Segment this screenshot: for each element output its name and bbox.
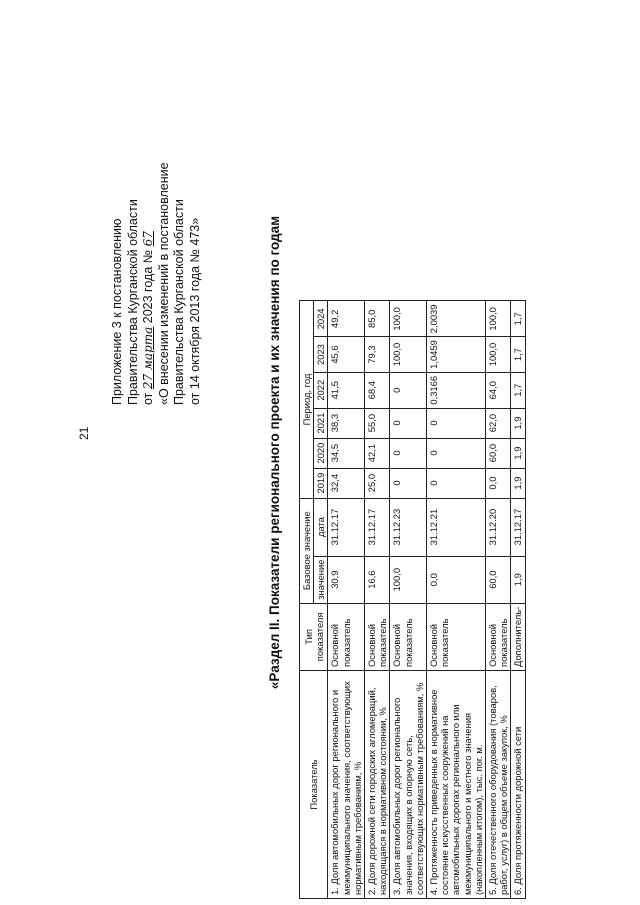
- value-cell: 25,0: [365, 468, 390, 498]
- value-cell: 0,0: [486, 468, 511, 498]
- base-date-cell: 31.12.21: [427, 498, 486, 556]
- appendix-line-5: Правительства Курганской области: [172, 199, 186, 405]
- value-cell: 41,5: [328, 372, 365, 408]
- value-cell: 0: [427, 468, 486, 498]
- value-cell: 2,0039: [427, 301, 486, 337]
- value-cell: 45,6: [328, 337, 365, 373]
- base-value-cell: 60,0: [486, 556, 511, 603]
- value-cell: 49,2: [328, 301, 365, 337]
- header-year: 2021: [314, 408, 328, 438]
- handwritten-number: 67: [141, 231, 155, 247]
- indicator-cell: 5. Доля отечественного оборудования (товаров, работ, услуг) в общем объеме закупок, %: [486, 671, 511, 899]
- page-number: 21: [77, 426, 91, 440]
- value-cell: 100,0: [486, 337, 511, 373]
- value-cell: 79,3: [365, 337, 390, 373]
- header-year: 2019: [314, 468, 328, 498]
- value-cell: 55,0: [365, 408, 390, 438]
- indicators-table: [299, 301, 526, 900]
- type-cell: Дополнитель-: [511, 603, 525, 670]
- type-cell: Основной показатель: [328, 603, 365, 670]
- type-cell: Основной показатель: [390, 603, 427, 670]
- header-year: 2020: [314, 438, 328, 468]
- value-cell: 0: [427, 438, 486, 468]
- indicator-cell: 6. Доля протяженности дорожной сети: [511, 671, 525, 899]
- table-row: [390, 301, 427, 899]
- value-cell: 0: [427, 408, 486, 438]
- value-cell: 0,3166: [427, 372, 486, 408]
- table-row: [427, 301, 486, 899]
- appendix-block: [110, 162, 203, 405]
- type-cell: Основной показатель: [365, 603, 390, 670]
- value-cell: 0: [390, 372, 427, 408]
- header-indicator: Показатель: [300, 671, 328, 899]
- header-period: Период, год: [300, 301, 314, 498]
- value-cell: 34,5: [328, 438, 365, 468]
- type-cell: Основной показатель: [427, 603, 486, 670]
- appendix-line-4: «О внесении изменений в постановление: [156, 162, 171, 405]
- value-cell: 60,0: [486, 438, 511, 468]
- value-cell: 100,0: [390, 301, 427, 337]
- value-cell: 1,9: [511, 438, 525, 468]
- value-cell: 38,3: [328, 408, 365, 438]
- value-cell: 1,7: [511, 337, 525, 373]
- base-value-cell: 1,9: [511, 556, 525, 603]
- header-type: Тип показателя: [300, 603, 328, 670]
- header-year: 2023: [314, 337, 328, 373]
- value-cell: 85,0: [365, 301, 390, 337]
- value-cell: 0: [390, 438, 427, 468]
- header-year: 2024: [314, 301, 328, 337]
- header-base-date: дата: [314, 498, 328, 556]
- value-cell: 1,7: [511, 372, 525, 408]
- indicator-cell: 2. Доля дорожной сети городских агломераций, находящаяся в нормативном состоянии, %: [365, 671, 390, 899]
- base-value-cell: 0,0: [427, 556, 486, 603]
- table-row: [511, 301, 525, 899]
- indicator-cell: 4. Протяженность приведенных в нормативное состояние искусственных сооружений на автомобильных дорогах регионального или межмуниципального и местного значения (накопленным итогом), тыс. пог. м.: [427, 671, 486, 899]
- base-value-cell: 16,6: [365, 556, 390, 603]
- table-row: [365, 301, 390, 899]
- appendix-line-1: Приложение 3 к постановлению: [110, 218, 124, 405]
- type-cell: Основной показатель: [486, 603, 511, 670]
- value-cell: 64,0: [486, 372, 511, 408]
- header-year: 2022: [314, 372, 328, 408]
- value-cell: 0: [390, 468, 427, 498]
- appendix-year-label: 2023 года №: [141, 249, 155, 324]
- base-date-cell: 31.12.17: [511, 498, 525, 556]
- value-cell: 1,7: [511, 301, 525, 337]
- table-row: [328, 301, 365, 899]
- indicator-cell: 3. Доля автомобильных дорог регионального значения, входящих в опорную сеть, соответствующих нормативным требованиям, %: [390, 671, 427, 899]
- table-row: [486, 301, 511, 899]
- value-cell: 100,0: [390, 337, 427, 373]
- base-date-cell: 31.12.20: [486, 498, 511, 556]
- header-base: Базовое значение: [300, 498, 314, 603]
- appendix-line-3: [141, 162, 157, 405]
- base-date-cell: 31.12.17: [328, 498, 365, 556]
- value-cell: 1,9: [511, 408, 525, 438]
- header-row-1: [300, 301, 314, 899]
- handwritten-date: 27 марта: [141, 326, 155, 390]
- value-cell: 42,1: [365, 438, 390, 468]
- indicator-cell: 1. Доля автомобильных дорог регионального и межмуниципального значения, соответствующих нормативным требованиям, %: [328, 671, 365, 899]
- base-date-cell: 31.12.17: [365, 498, 390, 556]
- value-cell: 0: [390, 408, 427, 438]
- value-cell: 1,9: [511, 468, 525, 498]
- base-value-cell: 100,0: [390, 556, 427, 603]
- header-base-value: значение: [314, 556, 328, 603]
- base-value-cell: 30,9: [328, 556, 365, 603]
- value-cell: 1,0459: [427, 337, 486, 373]
- appendix-from-label: от: [141, 392, 155, 405]
- value-cell: 32,4: [328, 468, 365, 498]
- value-cell: 68,4: [365, 372, 390, 408]
- appendix-line-6: от 14 октября 2013 года № 473»: [187, 217, 202, 405]
- appendix-line-2: Правительства Курганской области: [125, 199, 140, 405]
- value-cell: 62,0: [486, 408, 511, 438]
- value-cell: 100,0: [486, 301, 511, 337]
- section-title: «Раздел II. Показатели регионального проекта и их значения по годам: [267, 215, 282, 690]
- base-date-cell: 31.12.23: [390, 498, 427, 556]
